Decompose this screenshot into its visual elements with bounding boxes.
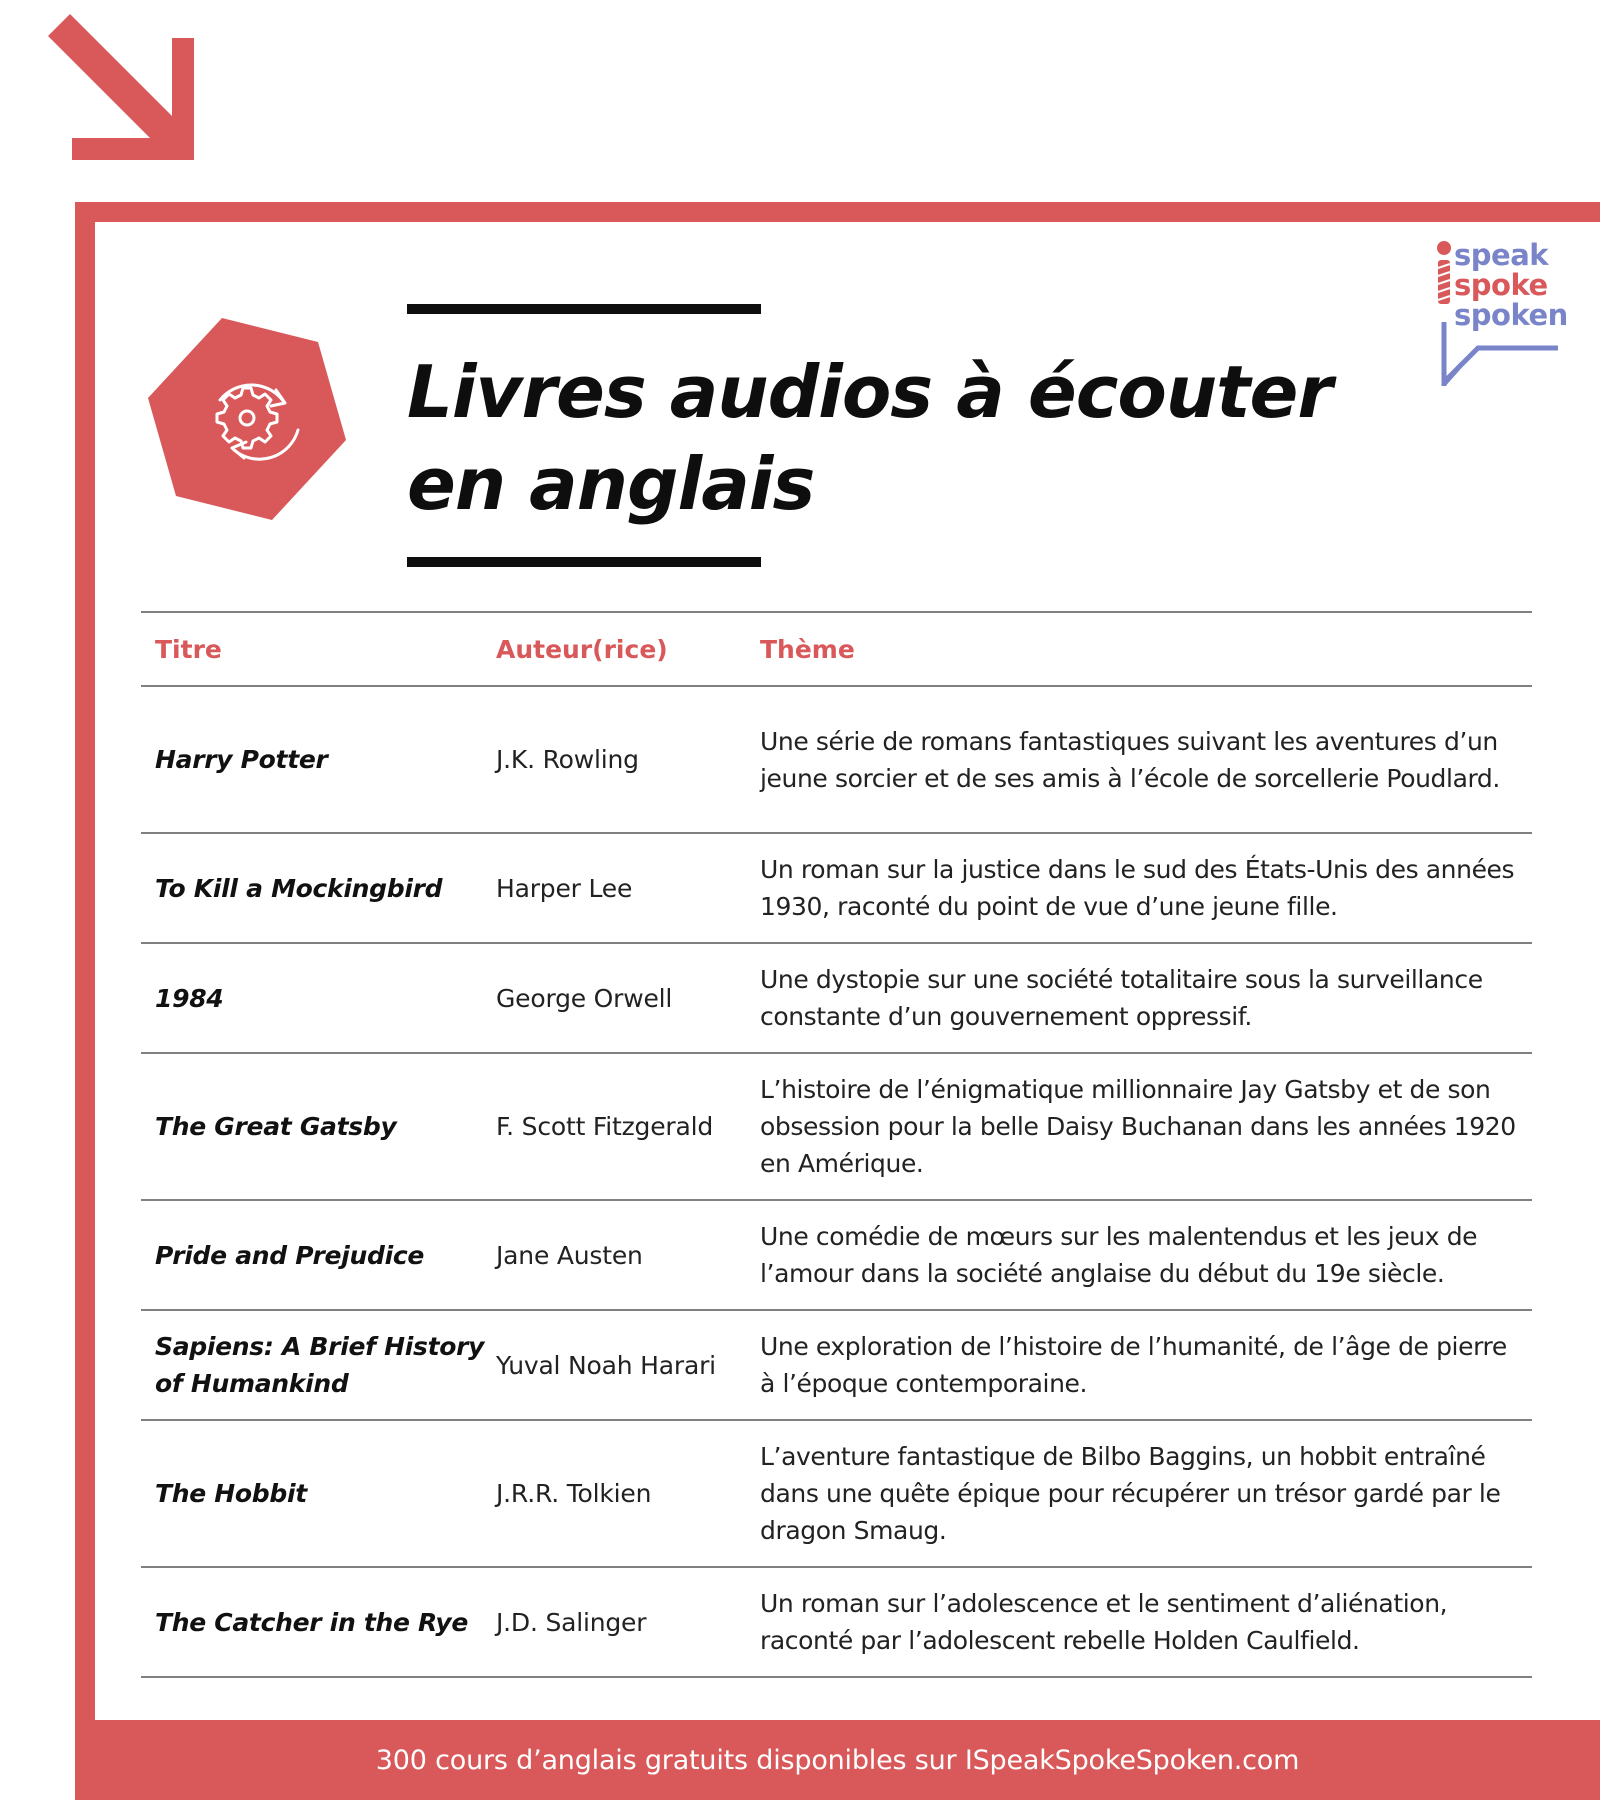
book-author: Jane Austen	[496, 1240, 643, 1270]
book-theme: Une dystopie sur une société totalitaire sous la surveillance constante d’un gouvernement oppressif.	[760, 965, 1483, 1031]
audiobooks-table	[141, 611, 1532, 1678]
book-author: Yuval Noah Harari	[496, 1350, 716, 1380]
book-author: J.D. Salinger	[496, 1607, 647, 1637]
book-title: Harry Potter	[155, 745, 328, 774]
book-title: Sapiens: A Brief History of Humankind	[155, 1332, 485, 1398]
page-title-line2: en anglais	[407, 442, 815, 526]
gear-cycle-icon	[148, 318, 346, 520]
table-row	[141, 1201, 1532, 1311]
table-row	[141, 1311, 1532, 1421]
book-author: J.K. Rowling	[496, 745, 639, 774]
title-rule-bottom	[407, 557, 761, 567]
book-theme: Une exploration de l’histoire de l’humanité, de l’âge de pierre à l’époque contemporaine.	[760, 1332, 1507, 1398]
book-theme: L’histoire de l’énigmatique millionnaire Jay Gatsby et de son obsession pour la belle Daisy Buchanan dans les années 1920 en Amérique.	[760, 1075, 1516, 1178]
page-title-line1: Livres audios à écouter	[407, 350, 1332, 434]
table-header	[141, 613, 1532, 687]
table-row	[141, 687, 1532, 834]
table-row	[141, 1054, 1532, 1201]
logo-word-spoken: spoken	[1454, 298, 1568, 332]
book-theme: Une série de romans fantastiques suivant les aventures d’un jeune sorcier et de ses amis à l’école de sorcellerie Poudlard.	[760, 726, 1500, 793]
logo-word-speak: speak	[1454, 238, 1549, 272]
page-title	[407, 346, 1387, 530]
book-title: The Great Gatsby	[155, 1112, 397, 1141]
column-header-title: Titre	[155, 634, 222, 664]
footer-text: 300 cours d’anglais gratuits disponibles sur ISpeakSpokeSpoken.com	[375, 1744, 1300, 1776]
arrow-down-right-icon	[48, 14, 198, 160]
title-rule-top	[407, 304, 761, 314]
book-title: The Hobbit	[155, 1479, 307, 1508]
table-row	[141, 834, 1532, 944]
book-title: The Catcher in the Rye	[155, 1607, 469, 1637]
table-row	[141, 944, 1532, 1054]
book-theme: Un roman sur la justice dans le sud des États-Unis des années 1930, raconté du point de vue d’une jeune fille.	[760, 855, 1515, 921]
book-author: George Orwell	[496, 983, 673, 1013]
book-author: F. Scott Fitzgerald	[496, 1112, 714, 1141]
brand-logo	[1430, 236, 1572, 386]
book-title: Pride and Prejudice	[155, 1240, 425, 1270]
book-author: J.R.R. Tolkien	[496, 1479, 652, 1508]
logo-word-spoke: spoke	[1454, 268, 1548, 302]
book-theme: L’aventure fantastique de Bilbo Baggins, un hobbit entraîné dans une quête épique pour récupérer un trésor gardé par le dragon Smaug.	[760, 1442, 1501, 1545]
book-theme: Un roman sur l’adolescence et le sentiment d’aliénation, raconté par l’adolescent rebelle Holden Caulfield.	[760, 1589, 1448, 1655]
book-title: 1984	[155, 983, 224, 1013]
book-theme: Une comédie de mœurs sur les malentendus et les jeux de l’amour dans la société anglaise du début du 19e siècle.	[760, 1222, 1478, 1288]
column-header-theme: Thème	[760, 634, 855, 664]
column-header-author: Auteur(rice)	[496, 634, 668, 664]
book-title: To Kill a Mockingbird	[155, 873, 443, 903]
table-row	[141, 1568, 1532, 1678]
table-row	[141, 1421, 1532, 1568]
book-author: Harper Lee	[496, 873, 633, 903]
